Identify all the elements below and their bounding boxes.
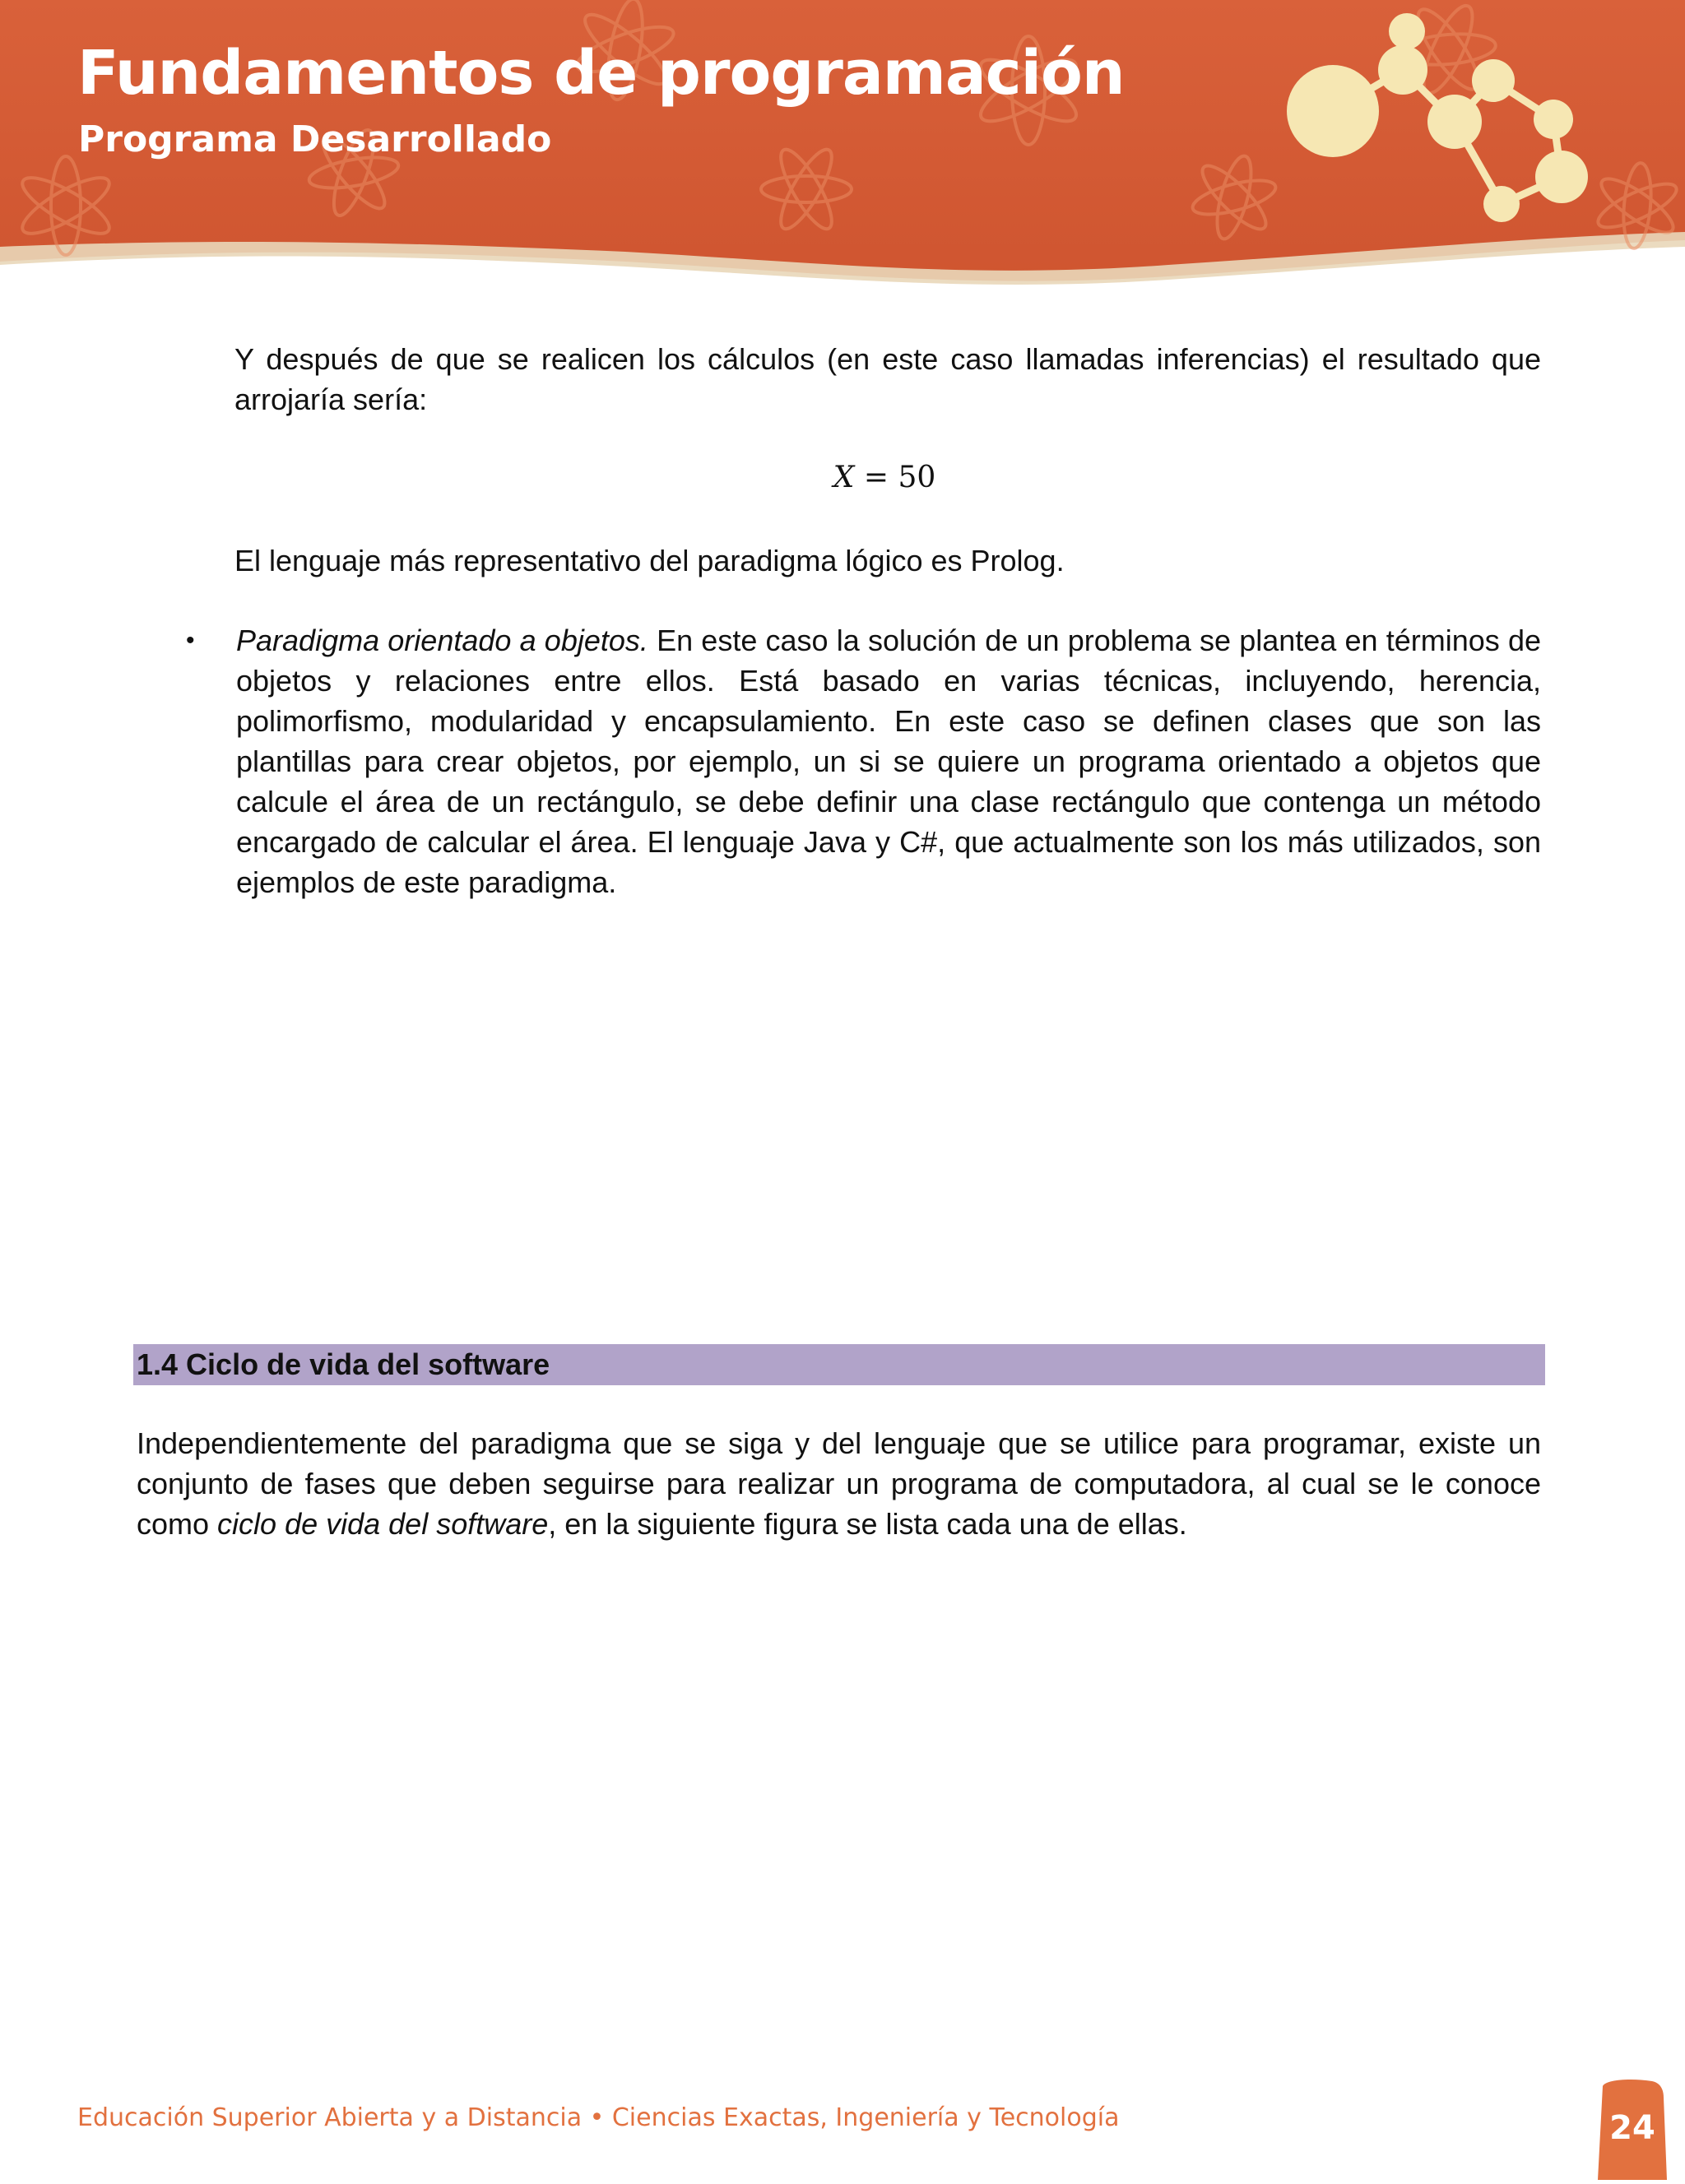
bullet-marker: • [186,627,195,654]
footer-text: Educación Superior Abierta y a Distancia • Ciencias Exactas, Ingeniería y Tecnología [77,2103,1120,2132]
oop-text: En este caso la solución de un problema se plantea en términos de objetos y relaciones entre ellos. Está basado en varias técnicas, incluyendo, herencia, polimorfismo, modularidad y encapsulamiento. En este caso se definen clases que son las plantillas para crear objetos, por ejemplo, un si se quiere un programa orientado a objetos que calcule el área de un rectángulo, se debe definir una clase rectángulo que contenga un método encargado de calcular el área. El lenguaje Java y C#, que actualmente son los más utilizados, son ejemplos de este paradigma. [236,624,1541,899]
header-banner [0,0,1685,296]
oop-paragraph [236,620,1541,902]
page-number-tab [1598,2078,1667,2180]
formula-operator: = [854,461,898,494]
prolog-paragraph: El lenguaje más representativo del paradigma lógico es Prolog. [234,544,1065,577]
oop-term: Paradigma orientado a objetos. [236,624,648,657]
document-title: Fundamentos de programación [77,38,1125,109]
intro-paragraph: Y después de que se realicen los cálculos (en este caso llamadas inferencias) el resultado que arrojaría sería: [234,342,1541,416]
document-subtitle: Programa Desarrollado [78,118,552,160]
lifecycle-paragraph [137,1423,1541,1544]
formula-variable: X [833,461,855,494]
page-number: 24 [1609,2109,1655,2147]
lifecycle-text-after: , en la siguiente figura se lista cada una de ellas. [548,1507,1187,1541]
lifecycle-text-before: Independientemente del paradigma que se siga y del lenguaje que se utilice para programar, existe un conjunto de fases que deben seguirse para realizar un programa de computadora, al cual se le conoce como [137,1426,1541,1541]
formula-value: 50 [898,461,936,494]
lifecycle-term: ciclo de vida del software [217,1507,549,1541]
section-heading: 1.4 Ciclo de vida del software [137,1347,550,1381]
formula [0,461,1685,494]
section-heading-bar [133,1344,1545,1385]
